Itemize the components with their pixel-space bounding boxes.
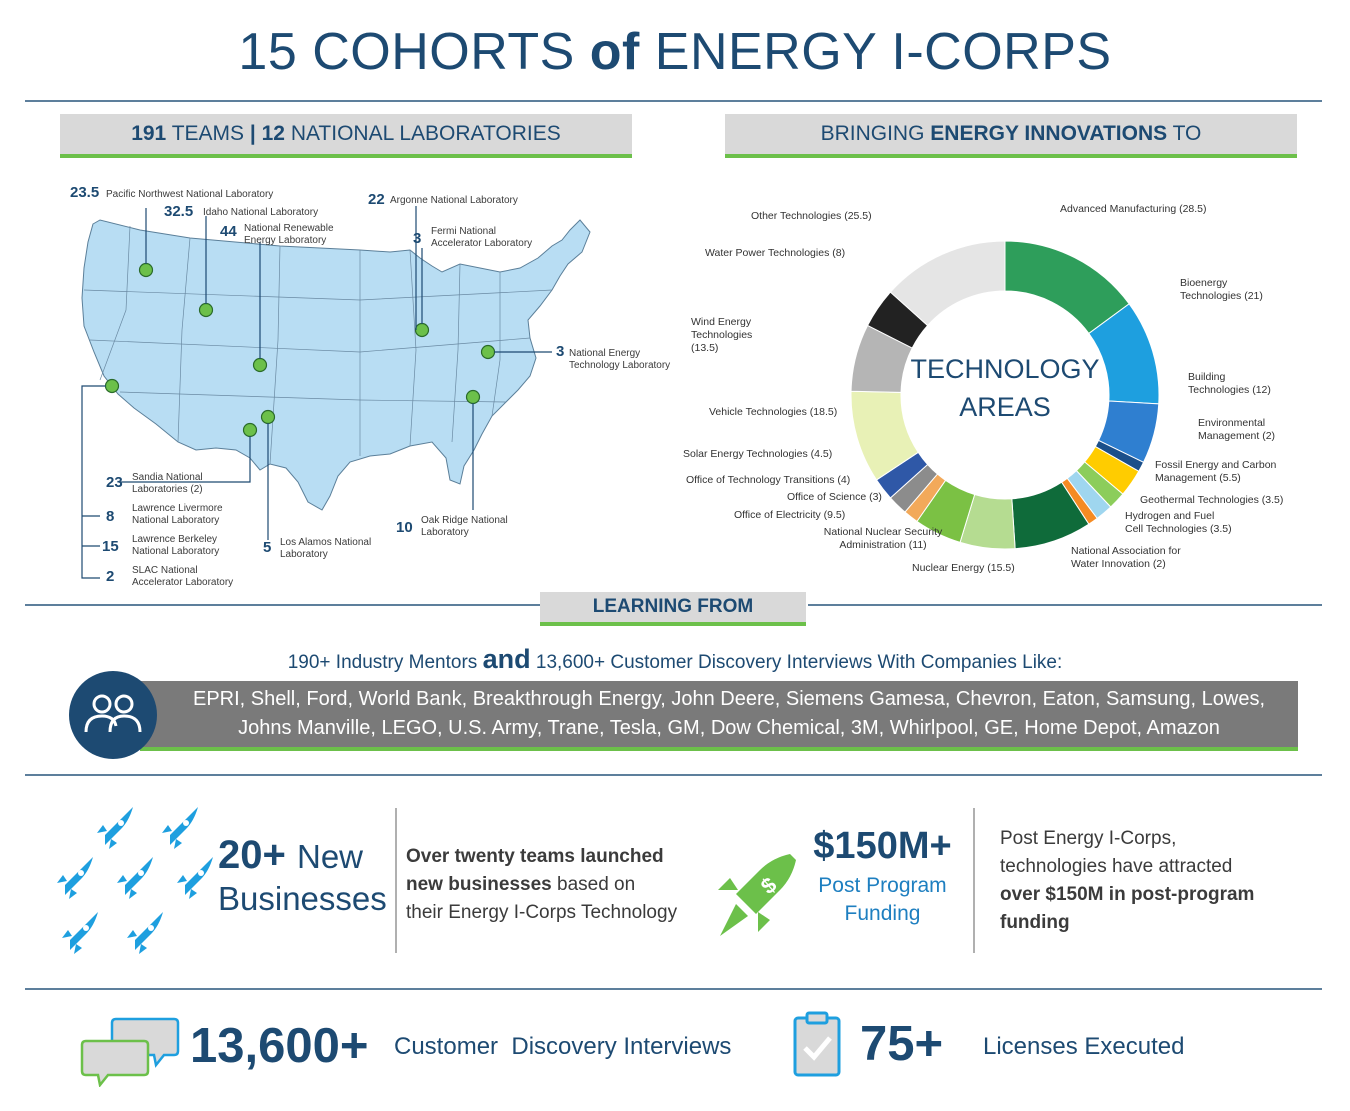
lab-name: Pacific Northwest National Laboratory <box>106 189 274 200</box>
innovations-header: BRINGING ENERGY INNOVATIONS TO <box>725 114 1297 158</box>
slice-label: Bioenergy Technologies (21) <box>1180 277 1263 302</box>
lab-name: Argonne National Laboratory <box>390 195 518 206</box>
lab-name: Idaho National Laboratory <box>203 207 319 218</box>
funding-stat: $150M+ <box>813 825 952 867</box>
slice-label: Office of Electricity (9.5) <box>734 509 846 521</box>
slice-label: Hydrogen and Fuel Cell Technologies (3.5) <box>1125 510 1232 535</box>
chat-bubbles-icon <box>78 1015 183 1087</box>
slice-label: Wind Energy Technologies (13.5) <box>691 316 753 354</box>
lab-name: Lawrence Berkeley National Laboratory <box>132 534 220 557</box>
svg-text:$: $ <box>755 872 782 900</box>
lab-count: 3 <box>556 343 565 360</box>
lab-count: 32.5 <box>164 203 194 220</box>
slice-label: Solar Energy Technologies (4.5) <box>683 448 833 460</box>
clipboard-check-icon <box>792 1010 842 1078</box>
lab-count: 15 <box>102 538 119 555</box>
lab-count: 5 <box>263 539 272 556</box>
slice-label: Advanced Manufacturing (28.5) <box>1060 203 1207 215</box>
slice-label: Environmental Management (2) <box>1198 417 1276 442</box>
lab-count: 2 <box>106 568 115 585</box>
rockets-icon <box>50 805 220 960</box>
divider <box>973 808 975 953</box>
new-businesses-stat: 20+ New <box>218 833 364 877</box>
slice-label: Vehicle Technologies (18.5) <box>709 406 838 418</box>
lab-dot-ca <box>106 380 119 393</box>
divider <box>25 774 1322 776</box>
lab-count: 3 <box>413 230 422 247</box>
interviews-stat: 13,600+ <box>190 1019 369 1073</box>
people-icon <box>66 668 160 762</box>
lab-dot-lanl <box>262 411 275 424</box>
licenses-stat: 75+ <box>860 1017 944 1071</box>
lab-name: National Renewable Energy Laboratory <box>244 223 334 246</box>
lab-count: 10 <box>396 519 413 536</box>
lab-name: SLAC National Accelerator Laboratory <box>132 565 234 588</box>
money-rocket-icon <box>712 850 802 945</box>
lab-name: Los Alamos National Laboratory <box>280 537 372 560</box>
learning-header: LEARNING FROM <box>540 592 806 626</box>
licenses-label: Licenses Executed <box>983 1033 1185 1060</box>
slice-label: National Nuclear Security Administration (11) <box>823 526 943 551</box>
lab-dot-pnnl <box>140 264 153 277</box>
divider <box>25 604 540 606</box>
interviews-label: Customer Discovery Interviews <box>394 1033 732 1060</box>
new-businesses-desc: Over twenty teams launched new businesses based on their Energy I-Corps Technology <box>406 846 678 923</box>
divider <box>25 988 1322 990</box>
slice-label: Fossil Energy and Carbon Management (5.5) <box>1155 459 1277 484</box>
companies-text <box>140 681 1298 743</box>
lab-name: National Energy Technology Laboratory <box>569 348 671 371</box>
lab-count: 23 <box>106 474 123 491</box>
divider <box>25 100 1322 102</box>
lab-dot-netl <box>482 346 495 359</box>
slice-label: Building Technologies (12) <box>1188 371 1271 396</box>
lab-name: Oak Ridge National Laboratory <box>421 515 508 538</box>
companies-line-1: EPRI, Shell, Ford, World Bank, Breakthrough Energy, John Deere, Siemens Gamesa, Chevron, Eaton, Samsung, Lowes, <box>192 688 1265 710</box>
slice-label: National Association for Water Innovation (2) <box>1071 545 1181 570</box>
slice-label: Nuclear Energy (15.5) <box>912 562 1015 574</box>
page-title: 15 COHORTS of ENERGY I-CORPS <box>238 23 1112 81</box>
chart-center-label-1: TECHNOLOGY <box>910 354 1100 384</box>
chart-center-label-2: AREAS <box>959 392 1051 422</box>
lab-dot-ornl <box>467 391 480 404</box>
teams-header: 191 TEAMS | 12 NATIONAL LABORATORIES <box>60 114 632 158</box>
lab-name: Sandia National Laboratories (2) <box>132 472 203 495</box>
lab-name: Fermi National Accelerator Laboratory <box>431 226 533 249</box>
companies-line-2: Johns Manville, LEGO, U.S. Army, Trane, Tesla, GM, Dow Chemical, 3M, Whirlpool, GE, Home Depot, Amazon <box>238 717 1220 739</box>
divider <box>808 604 1322 606</box>
lab-dot-nrel <box>254 359 267 372</box>
slice-label: Office of Technology Transitions (4) <box>686 474 851 486</box>
lab-count: 22 <box>368 191 385 208</box>
slice-label: Water Power Technologies (8) <box>705 247 846 259</box>
funding-desc: Post Energy I-Corps, technologies have attracted over $150M in post-program funding <box>1000 828 1255 933</box>
slice-label: Other Technologies (25.5) <box>751 210 872 222</box>
lab-count: 23.5 <box>70 184 100 201</box>
learning-subtitle: 190+ Industry Mentors and 13,600+ Customer Discovery Interviews With Companies Like: <box>287 644 1063 674</box>
new-businesses-label: Businesses <box>218 880 387 917</box>
lab-dot-inl <box>200 304 213 317</box>
slice-label: Office of Science (3) <box>787 491 882 503</box>
slice-label: Geothermal Technologies (3.5) <box>1140 494 1284 506</box>
lab-dot-sandia <box>244 424 257 437</box>
lab-count: 44 <box>220 223 237 240</box>
companies-bar <box>140 681 1298 751</box>
funding-label: Post Program Funding <box>818 874 947 925</box>
lab-dot-argonne <box>416 324 429 337</box>
divider <box>395 808 397 953</box>
lab-name: Lawrence Livermore National Laboratory <box>132 503 223 526</box>
lab-count: 8 <box>106 508 115 525</box>
us-map-shape <box>82 220 590 510</box>
